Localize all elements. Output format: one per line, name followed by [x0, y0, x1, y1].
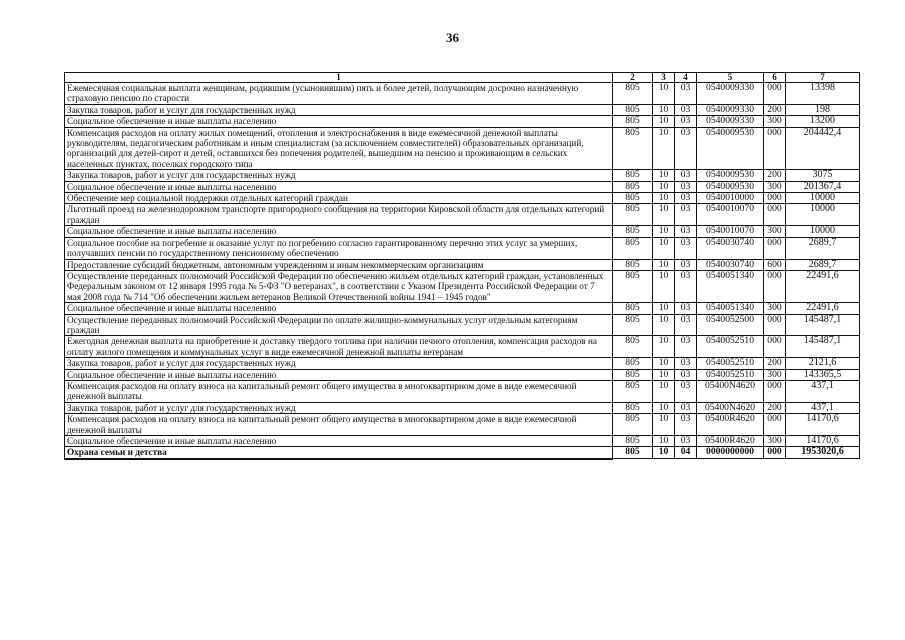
ved-code-cell: 805 — [613, 259, 653, 270]
ved-code-cell: 805 — [613, 193, 653, 204]
table-row — [65, 358, 860, 369]
amount-cell: 13200 — [786, 116, 860, 127]
table-row — [65, 259, 860, 270]
expense-type-cell: 000 — [764, 336, 786, 358]
target-article-cell: 0540009330 — [697, 83, 764, 105]
ved-code-cell: 805 — [613, 314, 653, 336]
section-cell: 10 — [653, 369, 675, 380]
target-article-cell: 0540030740 — [697, 259, 764, 270]
page-number: 36 — [446, 30, 459, 45]
amount-cell: 10000 — [786, 193, 860, 204]
subsection-cell: 03 — [675, 259, 697, 270]
ved-code-cell: 805 — [613, 414, 653, 436]
table-row — [65, 116, 860, 127]
expense-type-cell: 300 — [764, 303, 786, 314]
row-name-cell: Закупка товаров, работ и услуг для государственных нужд — [65, 358, 613, 369]
target-article-cell: 0540009530 — [697, 181, 764, 192]
expense-type-cell: 200 — [764, 402, 786, 413]
table-row — [65, 270, 860, 302]
row-name-cell: Социальное обеспечение и иные выплаты населению — [65, 116, 613, 127]
section-cell: 10 — [653, 414, 675, 436]
ved-code-cell: 805 — [613, 237, 653, 259]
col-header-2: 2 — [613, 73, 653, 83]
ved-code-cell: 805 — [613, 226, 653, 237]
row-name-cell: Обеспечение мер социальной поддержки отдельных категорий граждан — [65, 193, 613, 204]
subsection-cell: 03 — [675, 402, 697, 413]
subsection-cell: 03 — [675, 436, 697, 447]
target-article-cell: 0540030740 — [697, 237, 764, 259]
row-name-cell: Компенсация расходов на оплату взноса на капитальный ремонт общего имущества в многоквартирном доме в виде ежемесячной денежной выплаты — [65, 380, 613, 402]
ved-code-cell: 805 — [613, 447, 653, 459]
subsection-cell: 03 — [675, 116, 697, 127]
ved-code-cell: 805 — [613, 204, 653, 226]
section-cell: 10 — [653, 380, 675, 402]
subsection-cell: 03 — [675, 104, 697, 115]
row-name-cell: Социальное обеспечение и иные выплаты населению — [65, 436, 613, 447]
target-article-cell: 0540052510 — [697, 369, 764, 380]
expense-type-cell: 000 — [764, 83, 786, 105]
subsection-cell: 03 — [675, 314, 697, 336]
amount-cell: 14170,6 — [786, 414, 860, 436]
amount-cell: 14170,6 — [786, 436, 860, 447]
amount-cell: 437,1 — [786, 402, 860, 413]
expense-type-cell: 300 — [764, 436, 786, 447]
target-article-cell: 0540009330 — [697, 104, 764, 115]
target-article-cell: 05400R4620 — [697, 436, 764, 447]
table-row — [65, 170, 860, 181]
section-cell: 10 — [653, 237, 675, 259]
table-row — [65, 237, 860, 259]
col-header-6: 6 — [764, 73, 786, 83]
amount-cell: 13398 — [786, 83, 860, 105]
table-row — [65, 369, 860, 380]
expense-type-cell: 000 — [764, 237, 786, 259]
expense-type-cell: 000 — [764, 380, 786, 402]
ved-code-cell: 805 — [613, 83, 653, 105]
table-row — [65, 314, 860, 336]
expense-type-cell: 000 — [764, 270, 786, 302]
subsection-cell: 03 — [675, 270, 697, 302]
row-name-cell: Охрана семьи и детства — [65, 447, 613, 459]
expense-type-cell: 300 — [764, 369, 786, 380]
table-row — [65, 436, 860, 447]
row-name-cell: Компенсация расходов на оплату взноса на капитальный ремонт общего имущества в многоквартирном доме в виде ежемесячной денежной выплаты — [65, 414, 613, 436]
target-article-cell: 0540052500 — [697, 314, 764, 336]
row-name-cell: Социальное обеспечение и иные выплаты населению — [65, 369, 613, 380]
ved-code-cell: 805 — [613, 336, 653, 358]
row-name-cell: Социальное пособие на погребение и оказание услуг по погребению согласно гарантированному перечню этих услуг за умерших, получавших пенсии по государственному пенсионному обеспечению — [65, 237, 613, 259]
target-article-cell: 05400N4620 — [697, 380, 764, 402]
col-header-5: 5 — [697, 73, 764, 83]
section-cell: 10 — [653, 116, 675, 127]
subsection-cell: 03 — [675, 336, 697, 358]
table-row — [65, 336, 860, 358]
amount-cell: 22491,6 — [786, 270, 860, 302]
subsection-cell: 03 — [675, 369, 697, 380]
ved-code-cell: 805 — [613, 380, 653, 402]
target-article-cell: 0540051340 — [697, 303, 764, 314]
section-cell: 10 — [653, 447, 675, 459]
table-row — [65, 204, 860, 226]
col-header-3: 3 — [653, 73, 675, 83]
section-cell: 10 — [653, 358, 675, 369]
table-header-row — [65, 73, 860, 83]
row-name-cell: Социальное обеспечение и иные выплаты населению — [65, 226, 613, 237]
row-name-cell: Льготный проезд на железнодорожном транспорте пригородного сообщения на территории Кировской области для отдельных категорий граждан — [65, 204, 613, 226]
section-cell: 10 — [653, 193, 675, 204]
ved-code-cell: 805 — [613, 127, 653, 170]
section-cell: 10 — [653, 314, 675, 336]
section-cell: 10 — [653, 104, 675, 115]
target-article-cell: 0540009330 — [697, 116, 764, 127]
table-row — [65, 226, 860, 237]
row-name-cell: Закупка товаров, работ и услуг для государственных нужд — [65, 170, 613, 181]
target-article-cell: 0540052510 — [697, 358, 764, 369]
ved-code-cell: 805 — [613, 170, 653, 181]
expense-type-cell: 200 — [764, 170, 786, 181]
subsection-cell: 03 — [675, 414, 697, 436]
subsection-cell: 03 — [675, 83, 697, 105]
col-header-1: 1 — [65, 73, 613, 83]
expense-type-cell: 600 — [764, 259, 786, 270]
section-cell: 10 — [653, 402, 675, 413]
row-name-cell: Осуществление переданных полномочий Российской Федерации по обеспечению жильем отдельных категорий граждан, установленных Федеральным законом от 12 января 1995 года № 5-ФЗ "О ветеранах", в соответствии с Указом Президента Российской Федерации от 7 мая 2008 года № 714 "Об обеспечении жильем ветеранов Великой Отечественной войны 1941 – 1945 годов" — [65, 270, 613, 302]
expense-type-cell: 200 — [764, 358, 786, 369]
table-row — [65, 83, 860, 105]
expense-type-cell: 200 — [764, 104, 786, 115]
amount-cell: 2689,7 — [786, 259, 860, 270]
subsection-cell: 03 — [675, 193, 697, 204]
amount-cell: 3075 — [786, 170, 860, 181]
ved-code-cell: 805 — [613, 402, 653, 413]
ved-code-cell: 805 — [613, 358, 653, 369]
budget-table — [64, 72, 860, 460]
table-row — [65, 193, 860, 204]
expense-type-cell: 000 — [764, 447, 786, 459]
amount-cell: 1953020,6 — [786, 447, 860, 459]
row-name-cell: Закупка товаров, работ и услуг для государственных нужд — [65, 402, 613, 413]
target-article-cell: 0000000000 — [697, 447, 764, 459]
subsection-cell: 03 — [675, 380, 697, 402]
table-row — [65, 414, 860, 436]
target-article-cell: 05400N4620 — [697, 402, 764, 413]
subsection-cell: 03 — [675, 127, 697, 170]
amount-cell: 10000 — [786, 226, 860, 237]
col-header-4: 4 — [675, 73, 697, 83]
subsection-cell: 03 — [675, 181, 697, 192]
subsection-cell: 03 — [675, 204, 697, 226]
expense-type-cell: 000 — [764, 414, 786, 436]
amount-cell: 437,1 — [786, 380, 860, 402]
ved-code-cell: 805 — [613, 181, 653, 192]
ved-code-cell: 805 — [613, 436, 653, 447]
target-article-cell: 0540051340 — [697, 270, 764, 302]
amount-cell: 201367,4 — [786, 181, 860, 192]
section-cell: 10 — [653, 83, 675, 105]
table-row — [65, 447, 860, 459]
amount-cell: 2689,7 — [786, 237, 860, 259]
section-cell: 10 — [653, 204, 675, 226]
table-row — [65, 303, 860, 314]
table-row — [65, 181, 860, 192]
table-row — [65, 104, 860, 115]
expense-type-cell: 000 — [764, 193, 786, 204]
row-name-cell: Предоставление субсидий бюджетным, автономным учреждениям и иным некоммерческим организациям — [65, 259, 613, 270]
expense-type-cell: 300 — [764, 226, 786, 237]
section-cell: 10 — [653, 336, 675, 358]
subsection-cell: 04 — [675, 447, 697, 459]
amount-cell: 22491,6 — [786, 303, 860, 314]
row-name-cell: Осуществление переданных полномочий Российской Федерации по оплате жилищно-коммунальных услуг отдельным категориям граждан — [65, 314, 613, 336]
section-cell: 10 — [653, 270, 675, 302]
target-article-cell: 0540009530 — [697, 127, 764, 170]
expense-type-cell: 000 — [764, 127, 786, 170]
col-header-7: 7 — [786, 73, 860, 83]
ved-code-cell: 805 — [613, 116, 653, 127]
section-cell: 10 — [653, 303, 675, 314]
amount-cell: 10000 — [786, 204, 860, 226]
row-name-cell: Компенсация расходов на оплату жилых помещений, отопления и электроснабжения в виде ежемесячной денежной выплаты руководителям, педагогическим работникам и иным специалистам (за исключением совместителей) образовательных организаций, организаций для детей-сирот и детей, оставшихся без попечения родителей, вышедшим на пенсию и проживающим в сельских населенных пунктах, поселках городского типа — [65, 127, 613, 170]
row-name-cell: Закупка товаров, работ и услуг для государственных нужд — [65, 104, 613, 115]
table-row — [65, 380, 860, 402]
expense-type-cell: 000 — [764, 204, 786, 226]
amount-cell: 204442,4 — [786, 127, 860, 170]
amount-cell: 143365,5 — [786, 369, 860, 380]
section-cell: 10 — [653, 181, 675, 192]
subsection-cell: 03 — [675, 303, 697, 314]
expense-type-cell: 300 — [764, 116, 786, 127]
row-name-cell: Социальное обеспечение и иные выплаты населению — [65, 181, 613, 192]
section-cell: 10 — [653, 436, 675, 447]
target-article-cell: 0540010070 — [697, 204, 764, 226]
expense-type-cell: 000 — [764, 314, 786, 336]
target-article-cell: 0540052510 — [697, 336, 764, 358]
amount-cell: 145487,1 — [786, 314, 860, 336]
target-article-cell: 0540010070 — [697, 226, 764, 237]
amount-cell: 2121,6 — [786, 358, 860, 369]
section-cell: 10 — [653, 226, 675, 237]
subsection-cell: 03 — [675, 226, 697, 237]
row-name-cell: Ежемесячная социальная выплата женщинам, родившим (усыновившим) пять и более детей, получающим досрочно назначенную страховую пенсию по старости — [65, 83, 613, 105]
amount-cell: 198 — [786, 104, 860, 115]
ved-code-cell: 805 — [613, 270, 653, 302]
subsection-cell: 03 — [675, 358, 697, 369]
target-article-cell: 0540010000 — [697, 193, 764, 204]
row-name-cell: Социальное обеспечение и иные выплаты населению — [65, 303, 613, 314]
subsection-cell: 03 — [675, 237, 697, 259]
section-cell: 10 — [653, 127, 675, 170]
ved-code-cell: 805 — [613, 104, 653, 115]
row-name-cell: Ежегодная денежная выплата на приобретение и доставку твердого топлива при наличии печного отопления, компенсация расходов на оплату жилого помещения и коммунальных услуг в виде ежемесячной денежной выплаты ветеранам — [65, 336, 613, 358]
table-row — [65, 127, 860, 170]
subsection-cell: 03 — [675, 170, 697, 181]
ved-code-cell: 805 — [613, 303, 653, 314]
amount-cell: 145487,1 — [786, 336, 860, 358]
section-cell: 10 — [653, 259, 675, 270]
expense-type-cell: 300 — [764, 181, 786, 192]
target-article-cell: 0540009530 — [697, 170, 764, 181]
table-row — [65, 402, 860, 413]
section-cell: 10 — [653, 170, 675, 181]
target-article-cell: 05400R4620 — [697, 414, 764, 436]
ved-code-cell: 805 — [613, 369, 653, 380]
